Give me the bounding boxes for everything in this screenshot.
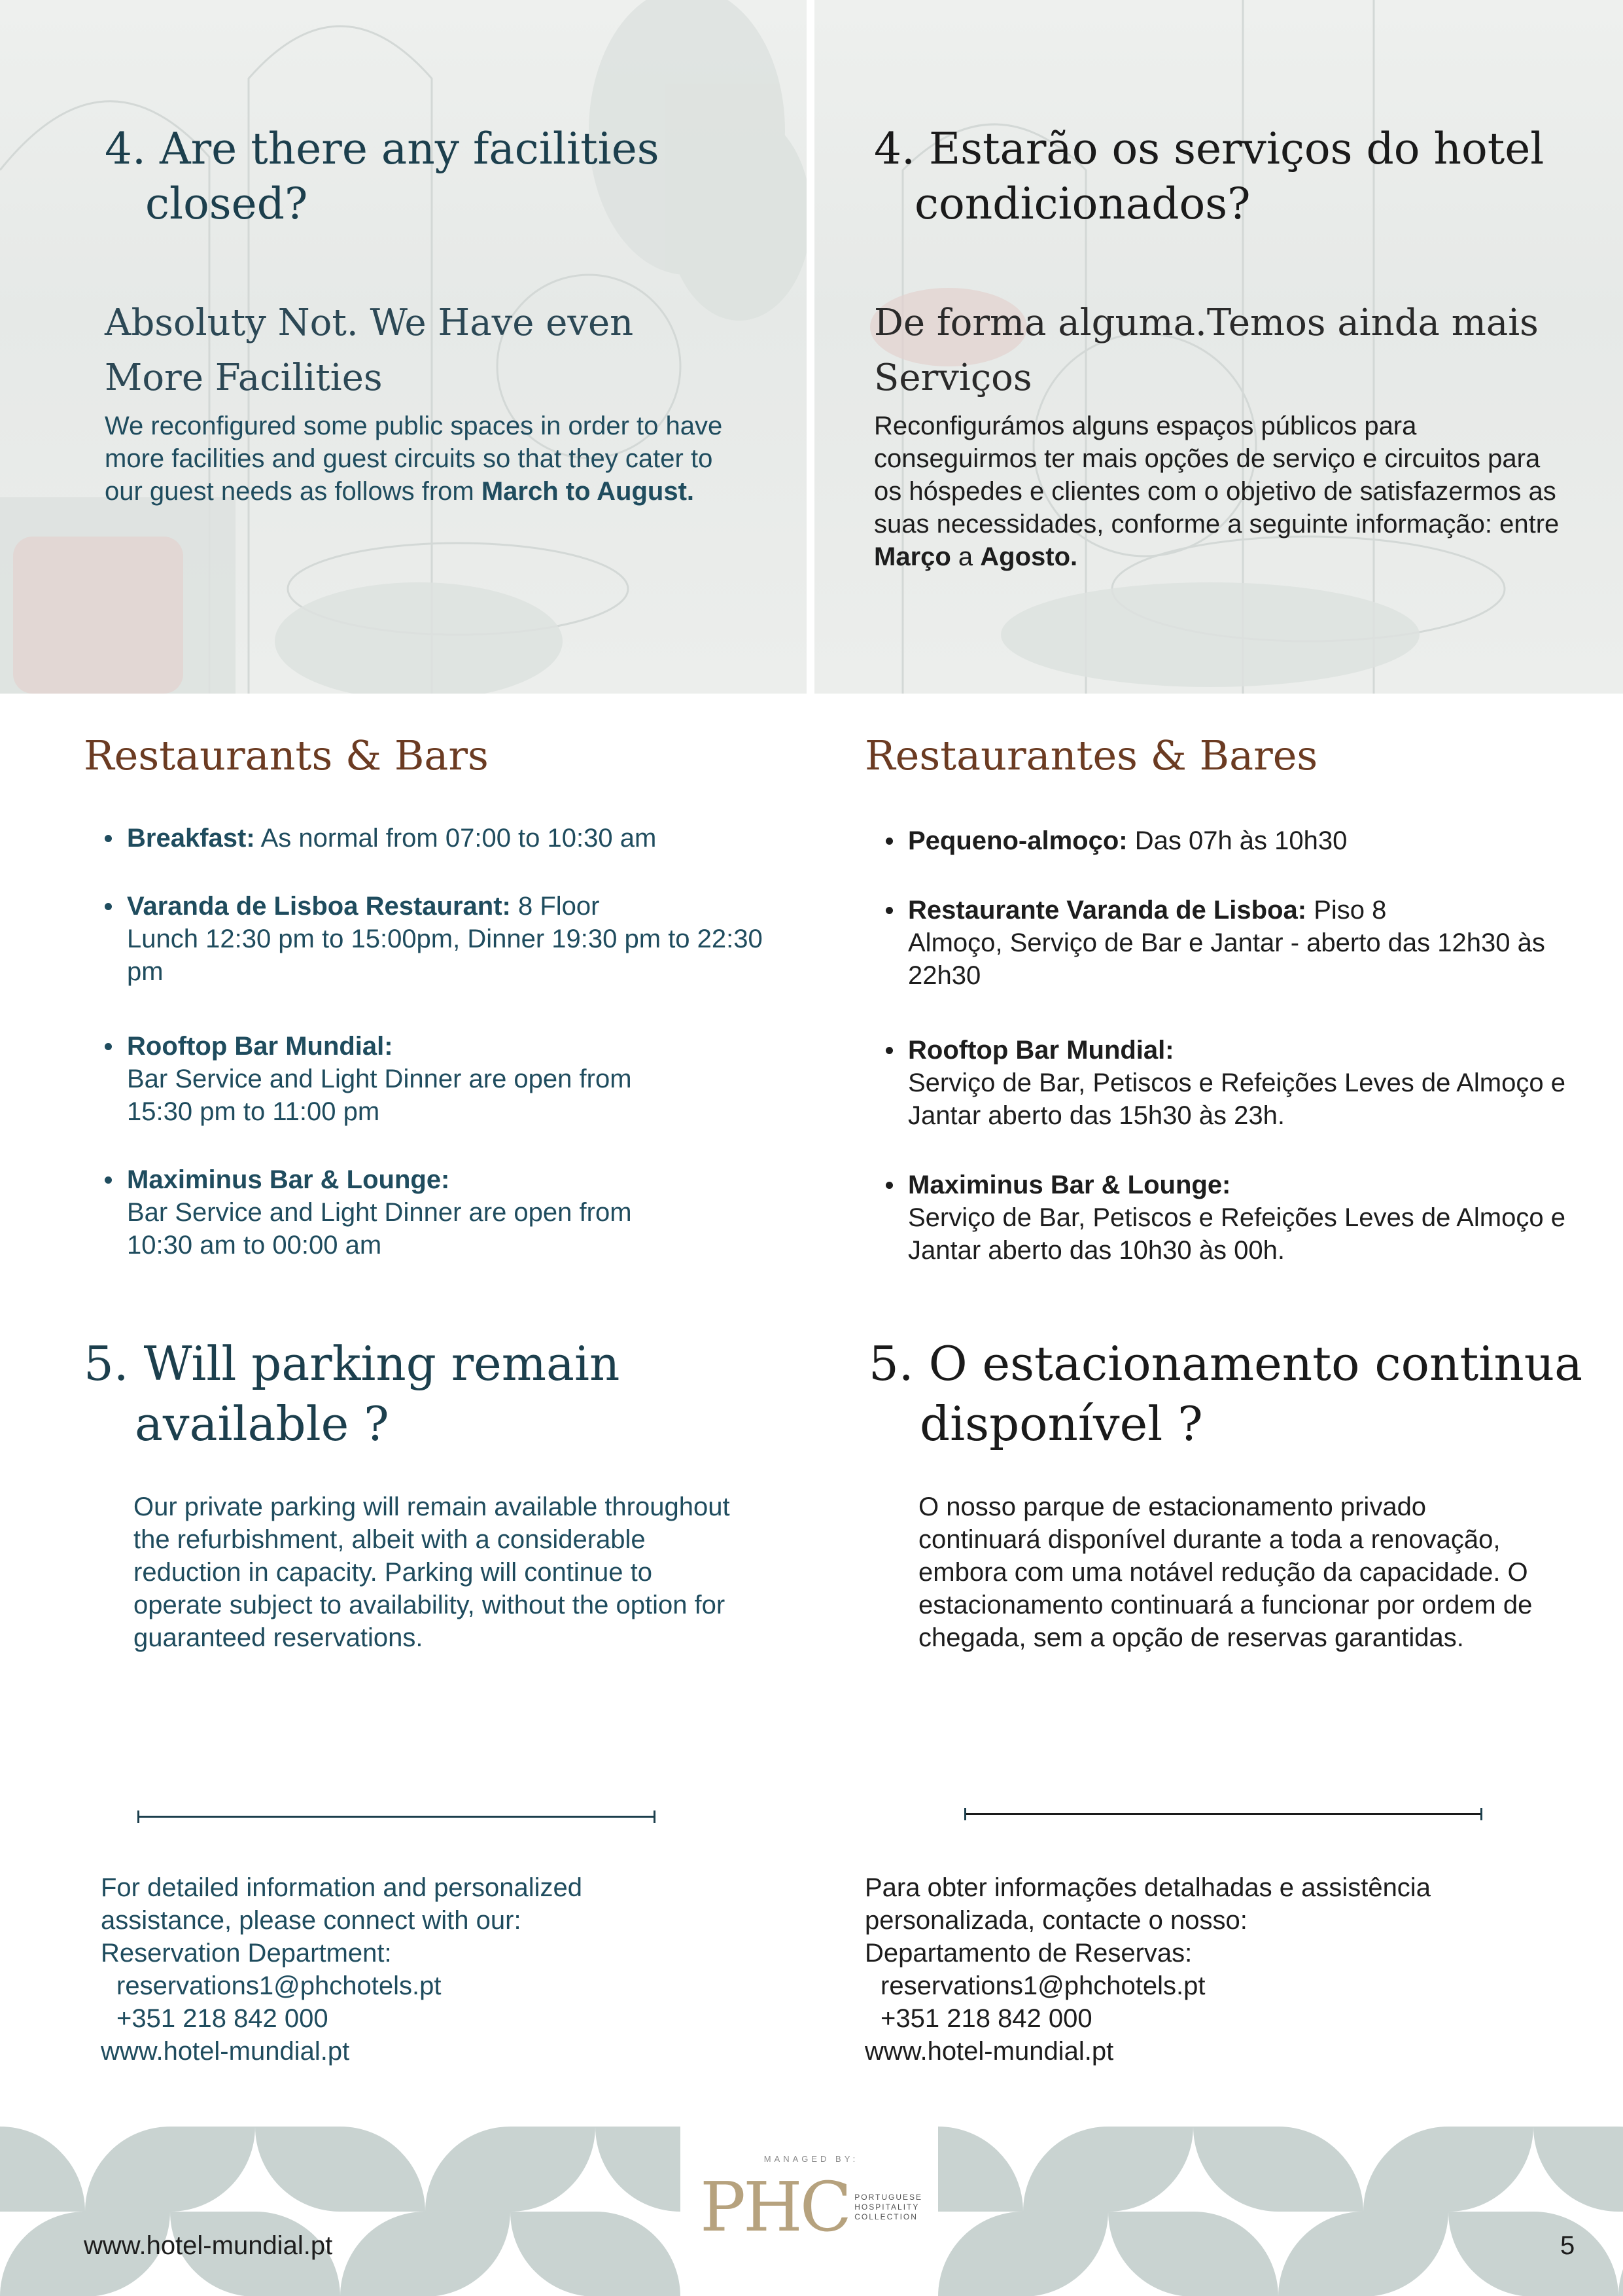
q4-title-en-line2: closed? (145, 179, 308, 229)
logo-line: COLLECTION (854, 2212, 918, 2221)
pattern-tile (1023, 2127, 1108, 2212)
pattern-tile (938, 2212, 1023, 2296)
divider-rule-pt (964, 1813, 1482, 1815)
list-item (99, 1163, 676, 1262)
restaurants-bars-heading-en: Restaurants & Bars (84, 732, 489, 779)
pattern-tile (425, 2127, 510, 2212)
q5-title-pt-line2: disponível ? (920, 1396, 1203, 1451)
restaurants-list-en (99, 822, 780, 1262)
page-number: 5 (1560, 2231, 1575, 2260)
q4-body-pt-bold-2: Agosto. (980, 542, 1078, 571)
pattern-tile (0, 2212, 85, 2296)
pattern-tile (1618, 2212, 1623, 2296)
hero-column-divider (807, 0, 814, 694)
pattern-tile (510, 2212, 595, 2296)
q4-title-en-line1: 4. Are there any facilities (105, 124, 659, 174)
q5-title-en (84, 1333, 620, 1454)
q5-title-pt-line1: 5. O estacionamento continua (869, 1336, 1583, 1391)
website-link[interactable]: www.hotel-mundial.pt (865, 2037, 1114, 2066)
q4-title-en (105, 122, 659, 232)
pattern-tile (1278, 2127, 1363, 2212)
website-link[interactable]: www.hotel-mundial.pt (101, 2037, 350, 2066)
item-text: As normal from 07:00 to 10:30 am (254, 824, 657, 853)
pattern-tile (1193, 2212, 1278, 2296)
q4-subtitle-en-line1: Absoluty Not. We Have even (105, 302, 634, 344)
item-text: Piso 8 (1306, 896, 1387, 925)
pattern-tile (1278, 2212, 1363, 2296)
pattern-tile (595, 2212, 680, 2296)
item-detail: Bar Service and Light Dinner are open from 10:30 am to 00:00 am (127, 1198, 632, 1260)
item-title: Maximinus Bar & Lounge: (127, 1165, 450, 1194)
contact-phone[interactable]: +351 218 842 000 (116, 2004, 328, 2033)
contact-block-pt (865, 1871, 1431, 2068)
q4-body-en (105, 410, 752, 508)
item-title: Rooftop Bar Mundial: (127, 1032, 393, 1061)
phc-logo-letters: PHC (699, 2167, 850, 2247)
footer-pattern-right (938, 2127, 1623, 2296)
contact-line: personalizada, contacte o nosso: (865, 1906, 1248, 1935)
item-text: Das 07h às 10h30 (1127, 826, 1348, 855)
phc-logo (699, 2154, 923, 2247)
item-detail: Serviço de Bar, Petiscos e Refeições Leves de Almoço e Jantar aberto das 15h30 às 23h. (908, 1069, 1565, 1130)
contact-block-en (101, 1871, 582, 2068)
item-detail: Serviço de Bar, Petiscos e Refeições Leves de Almoço e Jantar aberto das 10h30 às 00h. (908, 1203, 1565, 1265)
q5-title-pt (869, 1333, 1582, 1454)
list-item (881, 824, 1567, 857)
logo-line: PORTUGUESE (854, 2192, 923, 2202)
item-title: Restaurante Varanda de Lisboa: (908, 896, 1307, 925)
pattern-tile (0, 2127, 85, 2212)
pattern-tile (1448, 2212, 1533, 2296)
contact-line: Departamento de Reservas: (865, 1939, 1193, 1968)
pattern-tile (425, 2212, 510, 2296)
pattern-tile (1618, 2127, 1623, 2212)
pattern-tile (85, 2127, 170, 2212)
q4-subtitle-pt (874, 296, 1539, 406)
item-text: 8 Floor (510, 892, 600, 921)
item-title: Rooftop Bar Mundial: (908, 1036, 1174, 1065)
q4-title-pt (874, 122, 1544, 232)
pattern-tile (595, 2127, 680, 2212)
pattern-tile (1363, 2127, 1448, 2212)
pattern-tile (1023, 2212, 1108, 2296)
footer-website-link[interactable]: www.hotel-mundial.pt (84, 2231, 333, 2260)
list-item (99, 822, 780, 855)
q4-body-pt-text: Reconfigurámos alguns espaços públicos para conseguirmos ter mais opções de serviço e circuitos para os hóspedes e clientes com o objetivo de satisfazermos as suas necessidades, conforme a seguinte informação: entre (874, 412, 1560, 539)
contact-line: assistance, please connect with our: (101, 1906, 521, 1935)
q4-title-pt-line2: condicionados? (915, 179, 1251, 229)
pattern-tile (340, 2212, 425, 2296)
managed-by-label: MANAGED BY: (763, 2154, 859, 2164)
footer-pattern-left (0, 2127, 680, 2296)
list-item (881, 1169, 1567, 1267)
pattern-tile (1533, 2127, 1618, 2212)
list-item (881, 894, 1567, 992)
item-title: Maximinus Bar & Lounge: (908, 1171, 1231, 1199)
restaurants-bars-heading-pt: Restaurantes & Bares (865, 732, 1318, 779)
q4-subtitle-pt-line1: De forma alguma.Temos ainda mais (874, 302, 1539, 344)
q4-title-pt-line1: 4. Estarão os serviços do hotel (874, 124, 1544, 174)
contact-phone[interactable]: +351 218 842 000 (881, 2004, 1092, 2033)
pattern-tile (340, 2127, 425, 2212)
contact-email-link[interactable]: reservations1@phchotels.pt (116, 1971, 442, 2000)
q4-body-pt-mid: a (951, 542, 981, 571)
q4-subtitle-pt-line2: Serviços (874, 357, 1032, 399)
item-detail: Bar Service and Light Dinner are open from 15:30 pm to 11:00 pm (127, 1065, 632, 1126)
contact-line: For detailed information and personalized (101, 1873, 582, 1902)
logo-line: HOSPITALITY (854, 2202, 920, 2212)
divider-rule-en (137, 1816, 655, 1818)
q5-title-en-line1: 5. Will parking remain (84, 1336, 620, 1391)
q4-body-pt-bold-1: Março (874, 542, 951, 571)
pattern-tile (1533, 2212, 1618, 2296)
pattern-tile (510, 2127, 595, 2212)
pattern-tile (938, 2127, 1023, 2212)
q4-body-en-bold: March to August. (481, 477, 695, 506)
pattern-tile (1108, 2127, 1193, 2212)
item-title: Breakfast: (127, 824, 255, 853)
pattern-tile (170, 2127, 255, 2212)
q4-body-en-text: We reconfigured some public spaces in order to have more facilities and guest circuits so that they cater to our guest needs as follows from (105, 412, 723, 506)
pattern-tile (1193, 2127, 1278, 2212)
contact-line: Reservation Department: (101, 1939, 392, 1968)
q4-subtitle-en (105, 296, 633, 406)
q4-body-pt (874, 410, 1561, 573)
list-item (99, 890, 780, 988)
q5-body-en: Our private parking will remain available throughout the refurbishment, albeit with a considerable reduction in capacity. Parking will continue to operate subject to availability, without the option for guaranteed reservations. (133, 1492, 730, 1652)
contact-email-link[interactable]: reservations1@phchotels.pt (881, 1971, 1206, 2000)
pattern-tile (1448, 2127, 1533, 2212)
q5-title-en-line2: available ? (135, 1396, 389, 1451)
item-title: Varanda de Lisboa Restaurant: (127, 892, 511, 921)
item-detail: Lunch 12:30 pm to 15:00pm, Dinner 19:30 pm to 22:30 pm (127, 925, 763, 986)
pattern-tile (1363, 2212, 1448, 2296)
pattern-tile (255, 2127, 340, 2212)
list-item (881, 1034, 1567, 1132)
item-title: Pequeno-almoço: (908, 826, 1128, 855)
restaurants-list-pt (881, 824, 1567, 1267)
q4-subtitle-en-line2: More Facilities (105, 357, 383, 399)
pattern-tile (1108, 2212, 1193, 2296)
list-item (99, 1030, 676, 1128)
item-detail: Almoço, Serviço de Bar e Jantar - aberto das 12h30 às 22h30 (908, 928, 1545, 990)
q5-body-pt: O nosso parque de estacionamento privado continuará disponível durante a toda a renovação, embora com uma notável redução da capacidade. O estacionamento continuará a funcionar por ordem de chegada, sem a opção de reservas garantidas. (918, 1492, 1533, 1652)
phc-logo-tagline (854, 2193, 922, 2222)
contact-line: Para obter informações detalhadas e assistência (865, 1873, 1431, 1902)
